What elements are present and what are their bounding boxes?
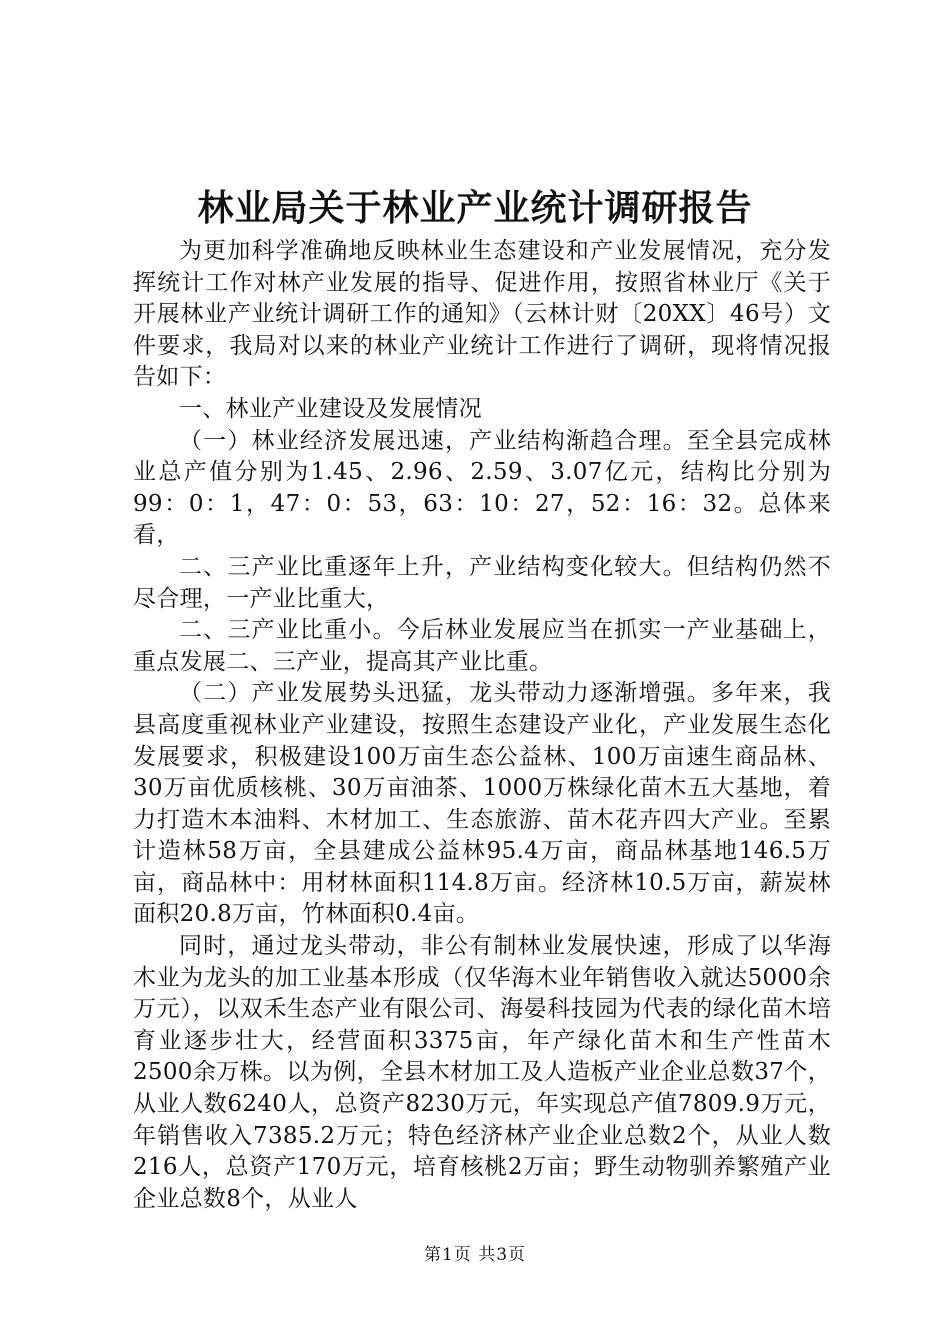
paragraph-economy: （一）林业经济发展迅速，产业结构渐趋合理。至全县完成林业总产值分别为1.45、2.96、2.59、3.07亿元，结构比分别为99：0：1，47：0：53，63：10：27，52：16：32。总体来看， (133, 427, 831, 549)
page-footer: 第1页 共3页 (423, 1245, 527, 1265)
paragraph-structure-advice: 二、三产业比重小。今后林业发展应当在抓实一产业基础上，重点发展二、三产业，提高其产业比重。 (133, 617, 831, 675)
section-heading-1: 一、林业产业建设及发展情况 (179, 395, 482, 422)
paragraph-leading-enterprises: 同时，通过龙头带动，非公有制林业发展快速，形成了以华海木业为龙头的加工业基本形成（仅华海木业年销售收入就达5000余万元），以双禾生态产业有限公司、海晏科技园为代表的绿化苗木培育业逐步壮大，经营面积3375亩，年产绿化苗木和生产性苗木2500余万株。以为例，全县木材加工及人造板产业企业总数37个，从业人数6240人，总资产8230万元，年实现总产值7809.9万元，年销售收入7385.2万元；特色经济林产业企业总数2个，从业人数216人，总资产170万元，培育核桃2万亩；野生动物驯养繁殖产业企业总数8个，从业人 (133, 933, 831, 1212)
paragraph-intro: 为更加科学准确地反映林业生态建设和产业发展情况，充分发挥统计工作对林产业发展的指导、促进作用，按照省林业厅《关于开展林业产业统计调研工作的通知》（云林计财〔20XX〕46号）文件要求，我局对以来的林业产业统计工作进行了调研，现将情况报告如下： (133, 238, 831, 391)
document-body (133, 236, 831, 1215)
document-title: 林业局关于林业产业统计调研报告 (197, 187, 753, 229)
paragraph-industry-growth: （二）产业发展势头迅猛，龙头带动力逐渐增强。多年来，我县高度重视林业产业建设，按照生态建设产业化，产业发展生态化发展要求，积极建设100万亩生态公益林、100万亩速生商品林、30万亩优质核桃、30万亩油茶、1000万株绿化苗木五大基地，着力打造木本油料、木材加工、生态旅游、苗木花卉四大产业。至累计造林58万亩，全县建成公益林95.4万亩，商品林基地146.5万亩，商品林中：用材林面积114.8万亩。经济林10.5万亩，薪炭林面积20.8万亩，竹林面积0.4亩。 (133, 680, 831, 928)
paragraph-structure-change: 二、三产业比重逐年上升，产业结构变化较大。但结构仍然不尽合理，一产业比重大， (133, 553, 831, 612)
